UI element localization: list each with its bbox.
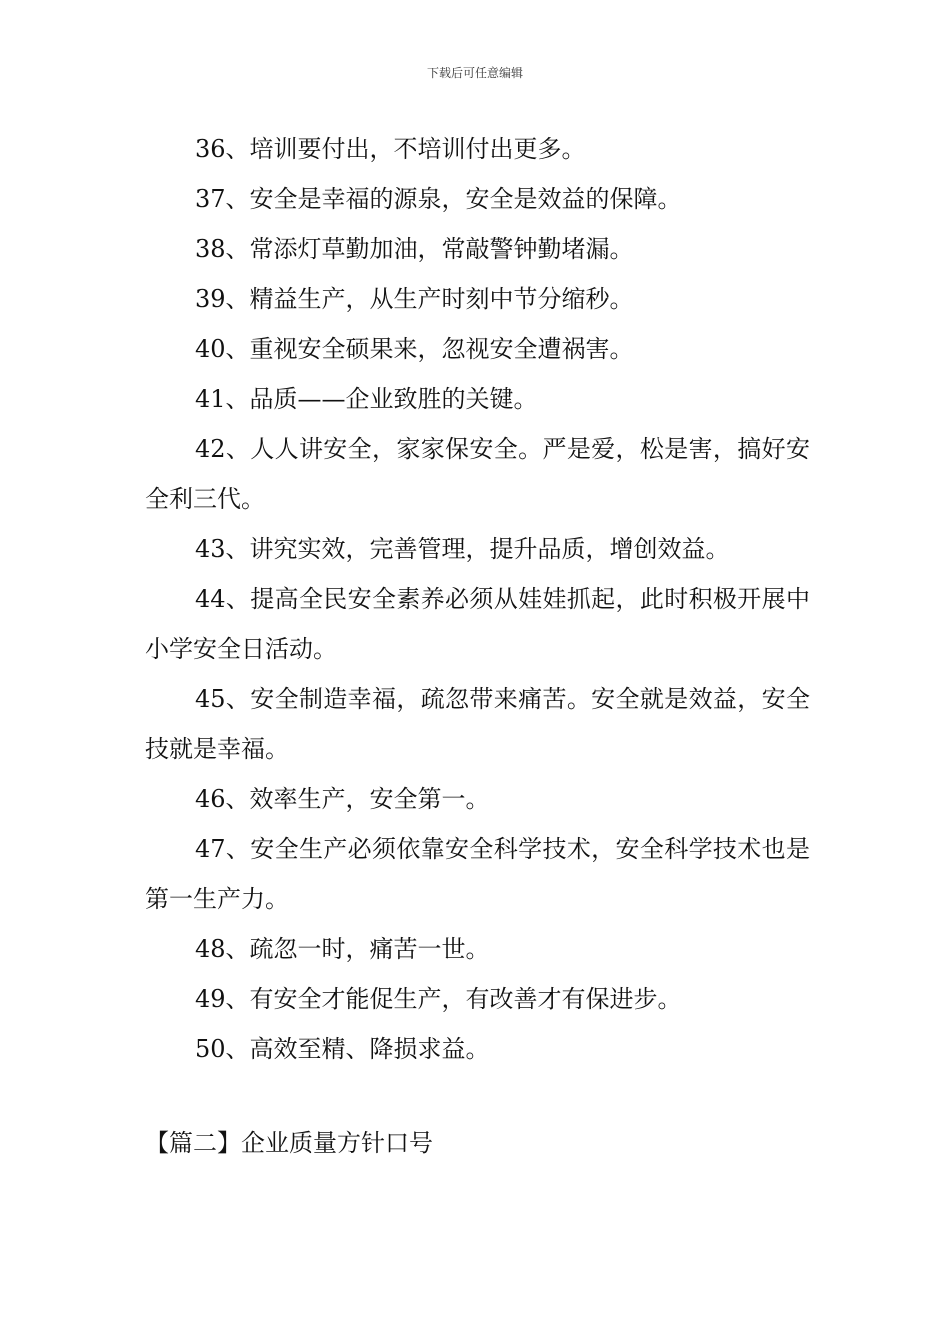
list-item: 44、提高全民安全素养必须从娃娃抓起，此时积极开展中小学安全日活动。 [145,585,810,663]
list-item: 39、精益生产，从生产时刻中节分缩秒。 [195,285,634,313]
list-item: 40、重视安全硕果来，忽视安全遭祸害。 [195,335,634,363]
page-header: 下载后可任意编辑 [426,66,523,80]
list-item: 47、安全生产必须依靠安全科学技术，安全科学技术也是第一生产力。 [145,835,810,913]
list-item: 37、安全是幸福的源泉，安全是效益的保障。 [195,185,682,213]
list-item: 45、安全制造幸福，疏忽带来痛苦。安全就是效益，安全技就是幸福。 [145,685,810,763]
list-item: 49、有安全才能促生产，有改善才有保进步。 [195,985,682,1013]
list-item: 50、高效至精、降损求益。 [195,1035,490,1063]
list-item: 41、品质——企业致胜的关键。 [195,385,538,413]
slogan-list [145,124,810,1074]
list-item: 36、培训要付出，不培训付出更多。 [195,135,586,163]
list-item: 38、常添灯草勤加油，常敲警钟勤堵漏。 [195,235,634,263]
list-item: 42、人人讲安全，家家保安全。严是爱，松是害，搞好安全利三代。 [145,435,810,513]
list-item: 43、讲究实效，完善管理，提升品质，增创效益。 [195,535,730,563]
list-item: 46、效率生产，安全第一。 [195,785,490,813]
list-item: 48、疏忽一时，痛苦一世。 [195,935,490,963]
section-title: 【篇二】企业质量方针口号 [145,1129,433,1157]
